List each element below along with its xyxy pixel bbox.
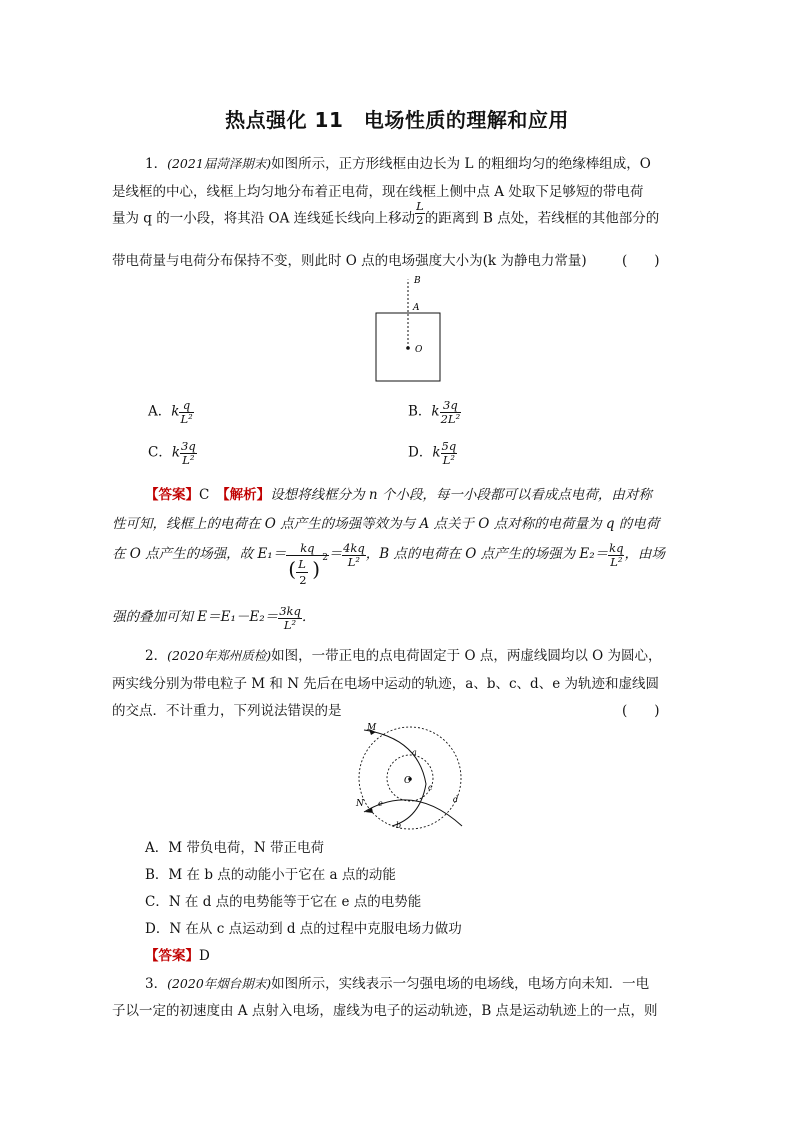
frac-den: L² <box>278 618 302 632</box>
label-b: B <box>414 276 421 286</box>
option-fraction <box>180 440 197 466</box>
inner-den: 2 <box>299 572 307 587</box>
label-a: a <box>412 748 417 757</box>
label-d: d <box>453 795 459 804</box>
q2-option-b[interactable]: B．M 在 b 点的动能小于它在 a 点的动能 <box>145 867 396 883</box>
frac-den: L² <box>608 555 624 569</box>
frac-num: 3kq <box>279 604 301 618</box>
option-k: k <box>431 403 440 420</box>
q3-line1-text: 如图所示，实线表示一匀强电场的电场线，电场方向未知．一电 <box>271 976 650 992</box>
option-label: C． <box>148 444 172 461</box>
e1-fraction <box>286 542 328 598</box>
answer-value: C <box>199 487 210 503</box>
q2-answer-paren: ( ) <box>622 703 660 719</box>
frac-num: 5q <box>441 439 457 453</box>
label-o: O <box>415 345 423 355</box>
frac-num: L <box>416 199 424 213</box>
frac-den: L² <box>342 555 366 569</box>
q1-analysis-line3 <box>112 542 665 598</box>
q2-line3: 的交点．不计重力，下列说法错误的是 <box>112 703 342 719</box>
e1-result-fraction <box>342 542 366 568</box>
q2-line1 <box>145 644 661 664</box>
q1-line2: 是线框的中心，线框上均匀地分布着正电荷，现在线框上侧中点 A 处取下足够短的带电荷 <box>112 184 644 200</box>
frac-num: q <box>182 398 191 412</box>
option-label: D． <box>408 444 433 461</box>
analysis-text: 在 O 点产生的场强，故 E₁＝ <box>112 546 287 562</box>
analysis-tag: 【解析】 <box>222 487 271 503</box>
analysis-text: 强的叠加可知 E＝E₁－E₂＝ <box>112 609 279 625</box>
q1-answer-line <box>145 483 652 503</box>
label-a: A <box>413 303 420 313</box>
frac-num: 3q <box>181 439 196 453</box>
inner-num: L <box>298 556 306 571</box>
e-result-fraction <box>278 605 302 631</box>
frac-den: L² <box>441 453 458 467</box>
option-label: A． <box>148 403 172 420</box>
q2-number: 2． <box>145 648 168 664</box>
label-c: c <box>428 783 433 792</box>
q1-analysis-line2: 性可知，线框上的电荷在 O 点产生的场强等效为与 A 点关于 O 点对称的电荷量为 q 的电荷 <box>112 516 660 532</box>
frac-den: L² <box>180 411 193 426</box>
label-b: b <box>396 821 402 830</box>
q1-analysis-line4 <box>112 605 315 631</box>
e2-fraction <box>608 542 624 568</box>
option-k: k <box>171 403 180 420</box>
q2-answer-line <box>145 944 210 964</box>
analysis-text: ． <box>301 609 316 625</box>
analysis-line1: 设想将线框分为 n 个小段，每一小段都可以看成点电荷，由对称 <box>270 487 652 503</box>
q2-line2: 两实线分别为带电粒子 M 和 N 先后在电场中运动的轨迹，a、b、c、d、e 为轨迹和虚线圆 <box>112 676 659 692</box>
option-fraction <box>179 399 193 425</box>
frac-num: 4kq <box>343 541 365 555</box>
q1-line3 <box>112 199 660 232</box>
q3-line2: 子以一定的初速度由 A 点射入电场，虚线为电子的运动轨迹，B 点是运动轨迹上的一点，则 <box>112 1003 658 1019</box>
q2-option-c[interactable]: C．N 在 d 点的电势能等于它在 e 点的电势能 <box>145 894 422 910</box>
q1-answer-paren: ( ) <box>622 253 660 269</box>
option-fraction <box>441 440 458 466</box>
q3-line1 <box>145 972 649 992</box>
frac-den: 2 <box>416 212 424 227</box>
frac-den: L² <box>180 453 197 467</box>
q2-source: (2020年郑州质检) <box>167 648 272 663</box>
option-k: k <box>432 444 441 461</box>
q1-line3-a: 量为 q 的一小段，将其沿 OA 连线延长线向上移动 <box>112 210 416 227</box>
q3-number: 3． <box>145 976 168 992</box>
q1-option-b[interactable] <box>408 399 461 425</box>
q3-source: (2020年烟台期末) <box>167 976 272 991</box>
frac-num: 3q <box>443 398 458 412</box>
answer-tag: 【答案】 <box>145 948 199 964</box>
q1-line4: 带电荷量与电荷分布保持不变，则此时 O 点的电场强度大小为(k 为静电力常量) <box>112 253 587 269</box>
option-fraction <box>440 399 462 425</box>
analysis-text: ，B 点的电荷在 O 点产生的场强为 E₂＝ <box>365 546 609 562</box>
q1-line1-text: 如图所示，正方形线框由边长为 L 的粗细均匀的绝缘棒组成，O <box>271 156 651 172</box>
answer-tag: 【答案】 <box>145 487 199 503</box>
option-label: B． <box>408 403 432 420</box>
label-m: M <box>367 723 377 733</box>
analysis-text: ，由场 <box>624 546 665 562</box>
q1-line1 <box>145 152 651 172</box>
q1-option-d[interactable] <box>408 440 457 466</box>
option-k: k <box>171 444 181 461</box>
q1-line3-fraction <box>415 200 425 226</box>
frac-num: kq <box>300 541 315 555</box>
label-o: O <box>404 776 412 786</box>
trajectory-m <box>364 730 426 826</box>
frac-den: ( L 2 ) 2 <box>286 555 328 598</box>
square-exponent: 2 <box>322 552 328 563</box>
page-title: 热点强化 11 电场性质的理解和应用 <box>225 108 569 132</box>
q1-number: 1． <box>145 156 168 172</box>
label-n: N <box>356 799 364 809</box>
q2-option-a[interactable]: A．M 带负电荷，N 带正电荷 <box>145 840 324 856</box>
point-o <box>406 346 410 350</box>
q1-option-c[interactable] <box>148 440 197 466</box>
q1-source: (2021届菏泽期末) <box>167 156 272 171</box>
q1-option-a[interactable] <box>148 399 194 425</box>
q1-square-frame-figure <box>370 270 450 390</box>
q2-trajectory-figure <box>350 718 480 830</box>
q2-line1-text: 如图，一带正电的点电荷固定于 O 点，两虚线圆均以 O 为圆心， <box>271 648 662 664</box>
answer-value: D <box>199 948 210 964</box>
label-e: e <box>378 799 383 808</box>
frac-num: kq <box>609 541 624 555</box>
frac-den: 2L² <box>440 411 461 426</box>
q2-option-d[interactable]: D．N 在从 c 点运动到 d 点的过程中克服电场力做功 <box>145 921 462 937</box>
q1-line3-b: 的距离到 B 点处，若线框的其他部分的 <box>424 210 660 227</box>
equals: ＝ <box>328 546 343 562</box>
